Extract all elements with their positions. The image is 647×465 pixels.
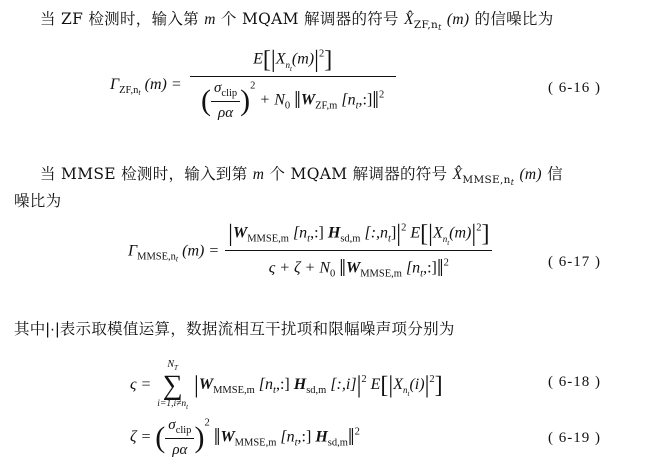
eq618-idx: [n bbox=[258, 376, 274, 394]
eq618-W: W bbox=[198, 376, 214, 394]
eq616-num-sq: 2 bbox=[318, 48, 325, 60]
eq619-W-sub: MMSE,m bbox=[234, 437, 277, 449]
eq618-X: X bbox=[393, 376, 403, 394]
eq618-lhs: ς = bbox=[130, 376, 152, 394]
eq618-sum-bottom-text: i=1,i≠n bbox=[157, 399, 187, 409]
para3-bars: |·| bbox=[45, 321, 60, 338]
eq616-index-t: t bbox=[355, 101, 359, 113]
eq619-sigma-frac bbox=[165, 417, 194, 459]
eq616-num-E: E bbox=[253, 50, 263, 68]
eq617-num-W: W bbox=[232, 224, 248, 242]
para1-middle: 个 MQAM 解调器的符号 bbox=[220, 10, 399, 28]
eq619-W: W bbox=[220, 428, 235, 446]
eq616-index: [n bbox=[341, 92, 356, 110]
equation-6-16 bbox=[110, 48, 396, 122]
eq619-H-sub: sd,m bbox=[327, 437, 348, 449]
eq616-sigma-frac bbox=[211, 80, 240, 122]
para1-symbol-arg: (m) bbox=[446, 11, 470, 28]
equation-6-17 bbox=[128, 222, 492, 281]
eq617-num-arg: (m) bbox=[449, 224, 472, 242]
eq616-numerator: $E[|X_{n_t}(m)|^2]$ bbox=[253, 47, 333, 73]
eq616-gamma-sub-t: t bbox=[138, 87, 141, 97]
eq618-sum-bottom bbox=[157, 400, 188, 411]
eq619-paren-sq: 2 bbox=[204, 417, 210, 429]
eq616-num-X: X bbox=[275, 50, 286, 68]
eq617-gamma: Γ bbox=[128, 242, 138, 260]
eq616-rhoalpha: ρα bbox=[211, 101, 240, 122]
para2-symbol-arg: (m) bbox=[519, 166, 542, 183]
paragraph-zf bbox=[40, 8, 554, 39]
para2-m: m bbox=[252, 166, 265, 183]
eq618-idx-tail: ,:] bbox=[275, 376, 290, 394]
eq617-arg: (m) = bbox=[182, 242, 220, 260]
equation-number-6-17: ( 6-17 ) bbox=[548, 254, 601, 270]
eq617-gamma-sub: MMSE,n bbox=[137, 251, 176, 263]
para2-symbol-sub: MMSE,n bbox=[462, 174, 511, 186]
eq617-num-X: X bbox=[432, 224, 443, 242]
eq617-den-idx-tail: ,:] bbox=[423, 260, 437, 278]
eq616-gamma-sub: ZF,n bbox=[119, 84, 139, 96]
eq619-sigma-sub: clip bbox=[175, 425, 192, 436]
eq617-num-idx-tail: ,:] bbox=[310, 224, 324, 242]
para1-symbol-sub: ZF,n bbox=[413, 19, 439, 31]
eq617-denominator: $\varsigma + \zeta + N_0$ $‖W_{MMSE,m}$ $[n_t,:]‖^2$ bbox=[225, 250, 492, 281]
eq616-arg: (m) = bbox=[144, 75, 182, 93]
eq617-num-sq2: 2 bbox=[476, 222, 482, 234]
para3-suffix: 表示取模值运算，数据流相互干扰项和限幅噪声项分别为 bbox=[59, 320, 455, 338]
eq618-sum bbox=[157, 360, 188, 411]
eq619-norm-sq: 2 bbox=[354, 426, 360, 438]
eq619-idx: [n bbox=[280, 428, 295, 446]
para2-prefix: 当 MMSE 检测时，输入到第 bbox=[40, 165, 248, 183]
eq619-H: H bbox=[315, 428, 328, 446]
equation-number-6-18: ( 6-18 ) bbox=[548, 374, 601, 390]
eq619-lhs: ζ = bbox=[130, 428, 152, 446]
para1-m: m bbox=[204, 11, 216, 28]
equation-number-6-16: ( 6-16 ) bbox=[548, 80, 601, 96]
eq619-idx-tail: ,:] bbox=[297, 428, 312, 446]
eq619-sigma: σ bbox=[168, 417, 176, 433]
eq618-Hidx: [:,i] bbox=[330, 376, 357, 394]
eq617-num-sq1: 2 bbox=[401, 222, 407, 234]
para1-symbol-sub-t: t bbox=[438, 23, 442, 32]
eq616-denominator: ( $\frac{\sigma_{clip}}{\rho\alpha}$ )$^2 + N_0$ $‖W_{ZF,m}$ $[n_t,:]‖^2$ bbox=[190, 76, 396, 122]
eq618-E: E bbox=[370, 376, 381, 394]
eq616-gamma: Γ bbox=[110, 75, 120, 93]
eq617-num-Hidx: [:,n bbox=[364, 224, 389, 242]
eq616-sigma-sub: clip bbox=[221, 88, 238, 100]
eq618-W-sub: MMSE,m bbox=[213, 385, 255, 397]
eq616-num-arg: (m) bbox=[291, 50, 315, 68]
eq616-index-tail: ,:] bbox=[358, 92, 373, 110]
eq617-numerator: $|W_{MMSE,m}$ $[n_t,:]$ $H_{sd,m}$ $[:,n_t]|^2$ $E[|X_{n_t}(m)|^2]$ bbox=[228, 221, 490, 247]
eq618-H-sub: sd,m bbox=[306, 385, 327, 397]
para1-symbol: X̂ bbox=[404, 11, 414, 28]
eq617-num-idx-t: t bbox=[307, 233, 311, 245]
eq617-num-Hidx-t: t bbox=[388, 233, 391, 245]
eq616-N-sub: 0 bbox=[284, 101, 291, 113]
eq617-num-idx: [n bbox=[292, 224, 308, 242]
eq617-num-X-sub: nt bbox=[442, 233, 450, 247]
eq617-num-E: E bbox=[410, 224, 421, 242]
paragraph-definitions bbox=[14, 318, 455, 341]
equation-6-19: ζ = ( $\frac{\sigma_{clip}}{\rho\alpha}$ )$^2$ $‖W_{MMSE,m}$ $[n_t,:]$ $H_{sd,m}‖^2$ bbox=[130, 417, 360, 458]
eq617-den-N-sub: 0 bbox=[329, 269, 336, 281]
equation-6-18: ς = $N_T$ ∑ $i=1,i\ne n_t$ $|W_{MMSE,m}$ $[n_t,:]$ $H_{sd,m}$ $[:,i]|^2$ $E[|X_{n_t}(i)|^2]$ bbox=[130, 359, 443, 411]
eq617-den-W-sub: MMSE,m bbox=[360, 269, 402, 281]
para2-suffix: 信 bbox=[547, 165, 563, 183]
eq617-den-text: ς + ζ + N bbox=[268, 260, 330, 278]
eq616-plus-N: + N bbox=[259, 92, 285, 110]
equation-number-6-19: ( 6-19 ) bbox=[548, 430, 601, 446]
eq616-norm-sq: 2 bbox=[379, 90, 385, 102]
eq617-num-Hidx-tail: ] bbox=[390, 224, 397, 242]
eq617-den-idx-t: t bbox=[420, 269, 424, 281]
eq617-num-H-sub: sd,m bbox=[340, 233, 361, 245]
eq618-H: H bbox=[293, 376, 307, 394]
eq618-X-sub-n: n bbox=[403, 385, 408, 396]
eq616-den-sq: 2 bbox=[250, 81, 256, 93]
para2-symbol: X̂ bbox=[452, 166, 463, 183]
eq617-num-H: H bbox=[327, 224, 341, 242]
para1-prefix: 当 ZF 检测时，输入第 bbox=[40, 10, 199, 28]
eq617-fraction bbox=[225, 222, 492, 281]
eq617-den-sq: 2 bbox=[443, 258, 449, 270]
eq616-W-sub: ZF,m bbox=[315, 101, 338, 113]
eq618-sum-sign: ∑ bbox=[162, 370, 183, 401]
eq618-sq1: 2 bbox=[361, 374, 367, 386]
eq618-idx-t: t bbox=[273, 385, 276, 397]
eq617-den-idx: [n bbox=[405, 260, 421, 278]
eq616-num-X-sub: nt bbox=[285, 59, 292, 73]
eq619-idx-t: t bbox=[294, 437, 298, 449]
eq618-sum-top-sub: T bbox=[174, 364, 178, 372]
para1-suffix: 的信噪比为 bbox=[474, 10, 554, 28]
eq618-X-sub-t: t bbox=[407, 389, 410, 398]
paragraph-mmse-line1 bbox=[40, 163, 563, 194]
eq619-rhoalpha: ρα bbox=[165, 438, 194, 459]
paragraph-mmse-line2: 噪比为 bbox=[14, 192, 62, 210]
eq616-sigma: σ bbox=[214, 80, 222, 97]
eq616-W: W bbox=[300, 92, 316, 110]
para2-symbol-sub-t: t bbox=[510, 178, 515, 187]
eq617-gamma-sub-t: t bbox=[175, 254, 179, 264]
para2-middle: 个 MQAM 解调器的符号 bbox=[269, 165, 448, 183]
eq618-sq2: 2 bbox=[429, 374, 435, 386]
eq618-X-arg: (i) bbox=[409, 376, 425, 394]
eq616-fraction bbox=[190, 48, 396, 122]
eq617-num-W-sub: MMSE,m bbox=[247, 233, 289, 245]
para3-prefix: 其中 bbox=[14, 320, 46, 338]
eq618-sum-top-N: N bbox=[167, 359, 175, 370]
eq617-den-W: W bbox=[345, 260, 361, 278]
eq618-sum-bottom-t: t bbox=[186, 402, 189, 411]
